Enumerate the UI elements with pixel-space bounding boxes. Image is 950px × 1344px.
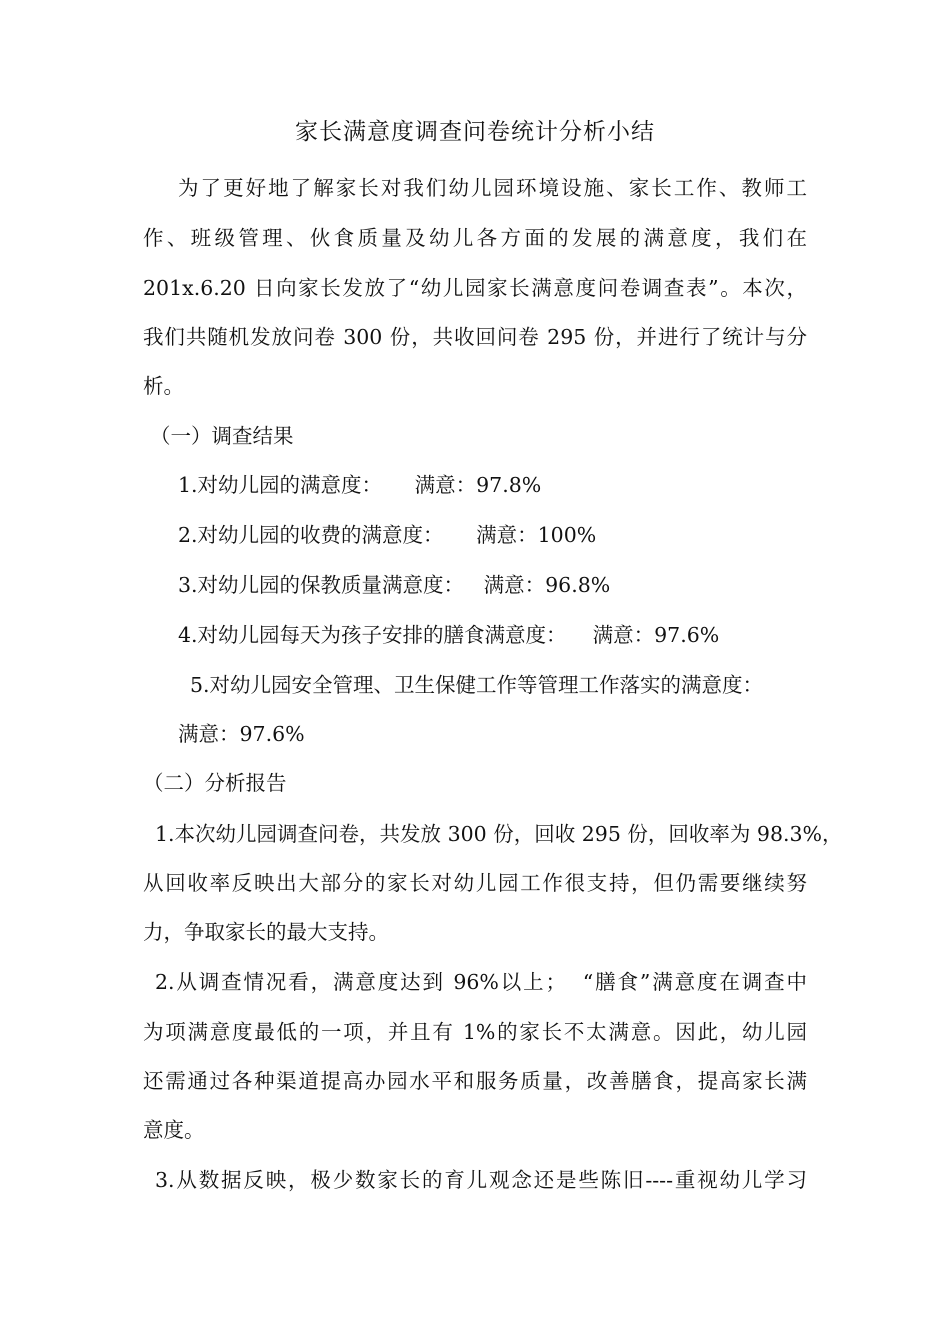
- analysis-1-line-2: 从回收率反映出大部分的家长对幼儿园工作很支持，但仍需要继续努: [143, 871, 807, 895]
- intro-line-4: 我们共随机发放问卷 300 份，共收回问卷 295 份，并进行了统计与分: [143, 325, 807, 349]
- section2-heading: （二）分析报告: [143, 771, 287, 795]
- intro-line-3: 201x.6.20 日向家长发放了“幼儿园家长满意度问卷调查表”。本次，: [143, 276, 807, 300]
- result-item-2: 2.对幼儿园的收费的满意度： 满意：100%: [178, 523, 597, 547]
- result-item-1: 1.对幼儿园的满意度： 满意：97.8%: [178, 473, 542, 497]
- document-title: 家长满意度调查问卷统计分析小结: [295, 119, 655, 145]
- result-item-4: 4.对幼儿园每天为孩子安排的膳食满意度： 满意：97.6%: [178, 623, 720, 647]
- analysis-3-line-1: 3.从数据反映，极少数家长的育儿观念还是些陈旧----重视幼儿学习: [155, 1168, 807, 1192]
- analysis-2-line-4: 意度。: [143, 1118, 205, 1142]
- section1-heading: （一）调查结果: [150, 424, 294, 448]
- intro-line-5: 析。: [143, 374, 184, 398]
- result-item-5: 5.对幼儿园安全管理、卫生保健工作等管理工作落实的满意度：: [190, 673, 764, 697]
- result-item-3: 3.对幼儿园的保教质量满意度： 满意：96.8%: [178, 573, 611, 597]
- intro-line-2: 作、班级管理、伙食质量及幼儿各方面的发展的满意度，我们在: [143, 226, 807, 250]
- intro-line-1: 为了更好地了解家长对我们幼儿园环境设施、家长工作、教师工: [178, 176, 807, 200]
- analysis-2-line-2: 为项满意度最低的一项，并且有 1%的家长不太满意。因此，幼儿园: [143, 1020, 807, 1044]
- analysis-1-line-1: 1.本次幼儿园调查问卷，共发放 300 份，回收 295 份，回收率为 98.3%，: [155, 822, 843, 846]
- analysis-1-line-3: 力，争取家长的最大支持。: [143, 920, 389, 944]
- analysis-2-line-3: 还需通过各种渠道提高办园水平和服务质量，改善膳食，提高家长满: [143, 1069, 807, 1093]
- analysis-2-line-1: 2.从调查情况看，满意度达到 96%以上； “膳食”满意度在调查中: [155, 970, 807, 994]
- result-item-5-value: 满意：97.6%: [178, 722, 305, 746]
